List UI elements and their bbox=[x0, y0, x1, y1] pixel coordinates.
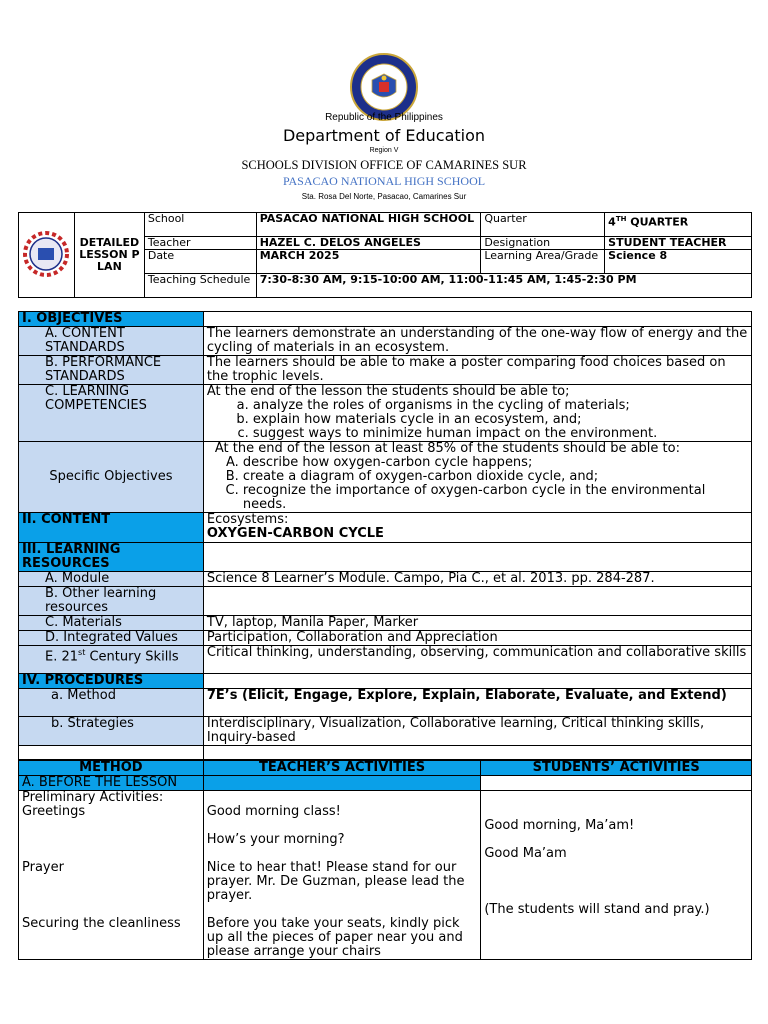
competencies-intro: At the end of the lesson the students should be able to; bbox=[206, 384, 570, 399]
competencies-cell bbox=[203, 385, 751, 442]
division-logo-icon bbox=[23, 231, 69, 277]
teacher-value: HAZEL C. DELOS ANGELES bbox=[256, 237, 481, 250]
objectives-empty bbox=[203, 312, 751, 327]
region-text: Region V bbox=[369, 147, 399, 154]
school-name: PASACAO NATIONAL HIGH SCHOOL bbox=[282, 174, 486, 188]
teacher-column-header: TEACHER’S ACTIVITIES bbox=[203, 761, 481, 776]
performance-standards: The learners should be able to make a poster comparing food choices based on the trophic levels. bbox=[203, 356, 751, 385]
specific-list bbox=[207, 456, 748, 512]
content-subtopic: OXYGEN-CARBON CYCLE bbox=[206, 526, 384, 541]
method-cell bbox=[19, 791, 204, 960]
materials-value: TV, laptop, Manila Paper, Marker bbox=[203, 616, 751, 631]
specific-intro: At the end of the lesson at least 85% of the students should be able to: bbox=[214, 441, 680, 456]
area-value: Science 8 bbox=[605, 250, 752, 274]
content-cell bbox=[203, 513, 751, 543]
designation-label: Designation bbox=[481, 237, 605, 250]
list-item: b. explain how materials cycle in an ecosystem, and; bbox=[253, 413, 748, 427]
teacher-prayer-instruction: Nice to hear that! Please stand for our prayer. Mr. De Guzman, please lead the prayer. bbox=[206, 860, 465, 903]
teacher-greeting: Good morning class! bbox=[206, 804, 341, 819]
plan-title: DETAILED LESSON PLAN bbox=[74, 213, 144, 298]
strategies-label: b. Strategies bbox=[19, 717, 204, 746]
students-reply: Good Ma’am bbox=[484, 846, 567, 861]
date-value: MARCH 2025 bbox=[256, 250, 481, 274]
quarter-value: 4TH QUARTER bbox=[605, 213, 752, 237]
objectives-heading: I. OBJECTIVES bbox=[19, 312, 204, 327]
info-table bbox=[18, 212, 752, 298]
dlp-logo bbox=[19, 213, 75, 298]
skills-label: E. 21st Century Skills bbox=[19, 646, 204, 674]
republic-text: Republic of the Philippines bbox=[325, 112, 443, 123]
date-label: Date bbox=[144, 250, 256, 274]
list-item: C. recognize the importance of oxygen-carbon cycle in the environmental needs. bbox=[243, 484, 748, 512]
teacher-cleanliness-instruction: Before you take your seats, kindly pick up all the pieces of paper near you and please arrange your chairs bbox=[206, 916, 463, 959]
teacher-question: How’s your morning? bbox=[206, 832, 345, 847]
students-cell bbox=[481, 791, 752, 960]
method-value: 7E’s (Elicit, Engage, Explore, Explain, Elaborate, Evaluate, and Extend) bbox=[203, 689, 751, 717]
content-topic: Ecosystems: bbox=[206, 512, 289, 527]
department-title: Department of Education bbox=[282, 126, 486, 145]
division-text: SCHOOLS DIVISION OFFICE OF CAMARINES SUR bbox=[241, 158, 527, 172]
before-lesson-heading: A. BEFORE THE LESSON bbox=[19, 776, 204, 791]
procedures-empty bbox=[203, 674, 751, 689]
students-prayer: (The students will stand and pray.) bbox=[484, 902, 710, 917]
resources-heading: III. LEARNING RESOURCES bbox=[19, 543, 204, 572]
list-item: a. analyze the roles of organisms in the cycling of materials; bbox=[253, 399, 748, 413]
skills-value: Critical thinking, understanding, observing, communication and collaborative skills bbox=[203, 646, 751, 674]
method-column-header: METHOD bbox=[19, 761, 204, 776]
quarter-label: Quarter bbox=[481, 213, 605, 237]
list-item: A. describe how oxygen-carbon cycle happens; bbox=[243, 456, 748, 470]
other-resources-value bbox=[203, 587, 751, 616]
spacer-cell bbox=[203, 746, 751, 760]
before-empty bbox=[481, 776, 752, 791]
competencies-label: C. LEARNING COMPETENCIES bbox=[19, 385, 204, 442]
values-value: Participation, Collaboration and Appreciation bbox=[203, 631, 751, 646]
competencies-list bbox=[207, 399, 748, 441]
designation-value: STUDENT TEACHER bbox=[605, 237, 752, 250]
spacer-cell bbox=[19, 746, 204, 760]
greetings: Greetings bbox=[22, 804, 86, 819]
cleanliness: Securing the cleanliness bbox=[22, 916, 181, 931]
school-address: Sta. Rosa Del Norte, Pasacao, Camarines Sur bbox=[301, 192, 467, 201]
school-value: PASACAO NATIONAL HIGH SCHOOL bbox=[256, 213, 481, 237]
schedule-value: 7:30-8:30 AM, 9:15-10:00 AM, 11:00-11:45 AM, 1:45-2:30 PM bbox=[256, 274, 751, 298]
teacher-label: Teacher bbox=[144, 237, 256, 250]
preliminary-activities: Preliminary Activities: bbox=[22, 790, 164, 805]
content-heading: II. CONTENT bbox=[19, 513, 204, 543]
activities-table bbox=[18, 760, 752, 960]
resources-empty bbox=[203, 543, 751, 572]
prayer: Prayer bbox=[22, 860, 64, 875]
specific-label: Specific Objectives bbox=[19, 442, 204, 513]
before-empty bbox=[203, 776, 481, 791]
schedule-label: Teaching Schedule bbox=[144, 274, 256, 298]
students-greeting: Good morning, Ma’am! bbox=[484, 818, 635, 833]
materials-label: C. Materials bbox=[19, 616, 204, 631]
module-label: A. Module bbox=[19, 572, 204, 587]
list-item: c. suggest ways to minimize human impact on the environment. bbox=[253, 427, 748, 441]
lesson-plan-table bbox=[18, 311, 752, 760]
list-item: B. create a diagram of oxygen-carbon dioxide cycle, and; bbox=[243, 470, 748, 484]
strategies-value: Interdisciplinary, Visualization, Collaborative learning, Critical thinking skills, Inquiry-based bbox=[203, 717, 751, 746]
procedures-heading: IV. PROCEDURES bbox=[19, 674, 204, 689]
content-standards: The learners demonstrate an understanding of the one-way flow of energy and the cycling of materials in an ecosystem. bbox=[203, 327, 751, 356]
students-column-header: STUDENTS’ ACTIVITIES bbox=[481, 761, 752, 776]
module-value: Science 8 Learner’s Module. Campo, Pia C., et al. 2013. pp. 284-287. bbox=[203, 572, 751, 587]
school-label: School bbox=[144, 213, 256, 237]
area-label: Learning Area/Grade bbox=[481, 250, 605, 274]
performance-standards-label: B. PERFORMANCE STANDARDS bbox=[19, 356, 204, 385]
specific-cell bbox=[203, 442, 751, 513]
content-standards-label: A. CONTENT STANDARDS bbox=[19, 327, 204, 356]
method-label: a. Method bbox=[19, 689, 204, 717]
other-resources-label: B. Other learning resources bbox=[19, 587, 204, 616]
teacher-cell bbox=[203, 791, 481, 960]
values-label: D. Integrated Values bbox=[19, 631, 204, 646]
